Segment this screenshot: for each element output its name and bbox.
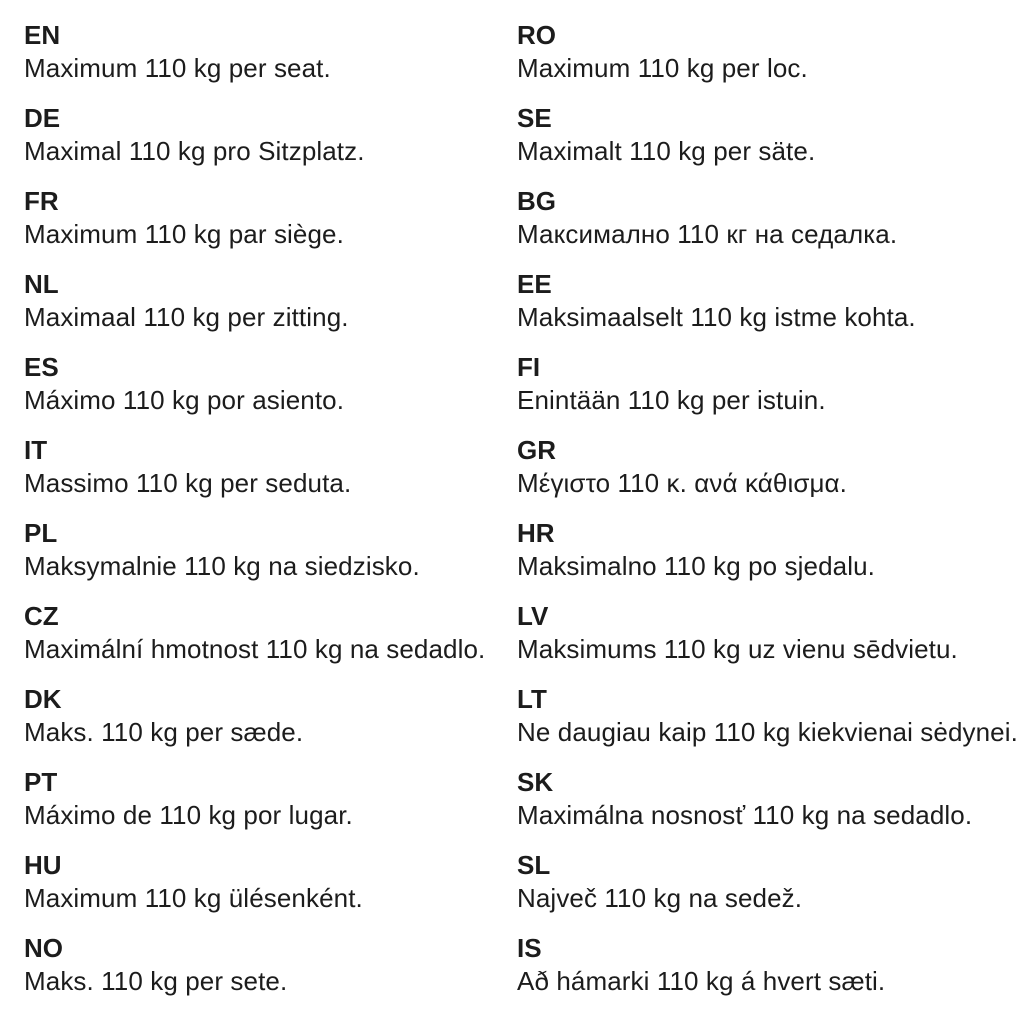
translation-text: Največ 110 kg na sedež. — [517, 883, 803, 913]
language-block — [517, 932, 1010, 1015]
language-block — [517, 102, 1010, 185]
language-block — [24, 268, 517, 351]
translation-text: Maks. 110 kg per sete. — [24, 966, 288, 996]
translation-text: Að hámarki 110 kg á hvert sæti. — [517, 966, 886, 996]
language-code: EE — [517, 269, 552, 299]
language-block — [517, 268, 1010, 351]
language-block — [517, 434, 1010, 517]
translation-text: Ne daugiau kaip 110 kg kiekvienai sėdynei. — [517, 717, 1018, 747]
translation-text: Максимално 110 кг на седалка. — [517, 219, 898, 249]
language-code: PT — [24, 767, 58, 797]
language-code: PL — [24, 518, 58, 548]
language-block — [517, 351, 1010, 434]
translation-text: Maksimaalselt 110 kg istme kohta. — [517, 302, 916, 332]
translation-text: Maksimums 110 kg uz vienu sēdvietu. — [517, 634, 958, 664]
translation-text: Máximo 110 kg por asiento. — [24, 385, 345, 415]
translation-text: Maximal 110 kg pro Sitzplatz. — [24, 136, 365, 166]
right-column — [517, 19, 1018, 1024]
translation-text: Maximální hmotnost 110 kg na sedadlo. — [24, 634, 486, 664]
language-block — [24, 932, 517, 1015]
language-block — [24, 683, 517, 766]
language-code: HU — [24, 850, 62, 880]
translation-text: Máximo de 110 kg por lugar. — [24, 800, 353, 830]
translation-text: Maximum 110 kg par siège. — [24, 219, 344, 249]
language-code: IS — [517, 933, 542, 963]
language-block — [24, 19, 517, 102]
language-block — [517, 19, 1010, 102]
language-code: SL — [517, 850, 551, 880]
translation-text: Maximalt 110 kg per säte. — [517, 136, 816, 166]
language-block — [24, 849, 517, 932]
language-code: LV — [517, 601, 549, 631]
language-code: EN — [24, 20, 61, 50]
language-block — [517, 849, 1010, 932]
translation-text: Maximum 110 kg per seat. — [24, 53, 331, 83]
language-code: CZ — [24, 601, 59, 631]
language-code: NL — [24, 269, 59, 299]
language-block — [24, 766, 517, 849]
translation-text: Enintään 110 kg per istuin. — [517, 385, 826, 415]
language-code: HR — [517, 518, 555, 548]
language-code: LT — [517, 684, 547, 714]
translation-text: Maximálna nosnosť 110 kg na sedadlo. — [517, 800, 973, 830]
language-block — [517, 517, 1010, 600]
language-code: GR — [517, 435, 556, 465]
language-code: FI — [517, 352, 541, 382]
language-code: ES — [24, 352, 59, 382]
translation-text: Massimo 110 kg per seduta. — [24, 468, 352, 498]
language-block — [24, 102, 517, 185]
translation-text: Maximum 110 kg per loc. — [517, 53, 808, 83]
language-block — [24, 185, 517, 268]
language-block — [24, 434, 517, 517]
left-column — [24, 19, 517, 1024]
language-block — [517, 185, 1010, 268]
language-code: BG — [517, 186, 556, 216]
language-block — [24, 517, 517, 600]
translation-text: Maks. 110 kg per sæde. — [24, 717, 304, 747]
language-block — [24, 600, 517, 683]
language-code: NO — [24, 933, 63, 963]
language-code: DK — [24, 684, 62, 714]
language-block — [517, 683, 1018, 766]
translation-text: Maksimalno 110 kg po sjedalu. — [517, 551, 875, 581]
language-code: SK — [517, 767, 554, 797]
language-code: SE — [517, 103, 552, 133]
language-code: DE — [24, 103, 61, 133]
translation-text: Maximaal 110 kg per zitting. — [24, 302, 349, 332]
language-block — [517, 600, 1010, 683]
language-code: RO — [517, 20, 556, 50]
language-code: FR — [24, 186, 59, 216]
language-block — [24, 351, 517, 434]
translation-text: Maksymalnie 110 kg na siedzisko. — [24, 551, 420, 581]
language-code: IT — [24, 435, 48, 465]
language-block — [517, 766, 1010, 849]
translation-text: Μέγιστο 110 κ. ανά κάθισμα. — [517, 468, 847, 498]
translation-text: Maximum 110 kg ülésenként. — [24, 883, 363, 913]
